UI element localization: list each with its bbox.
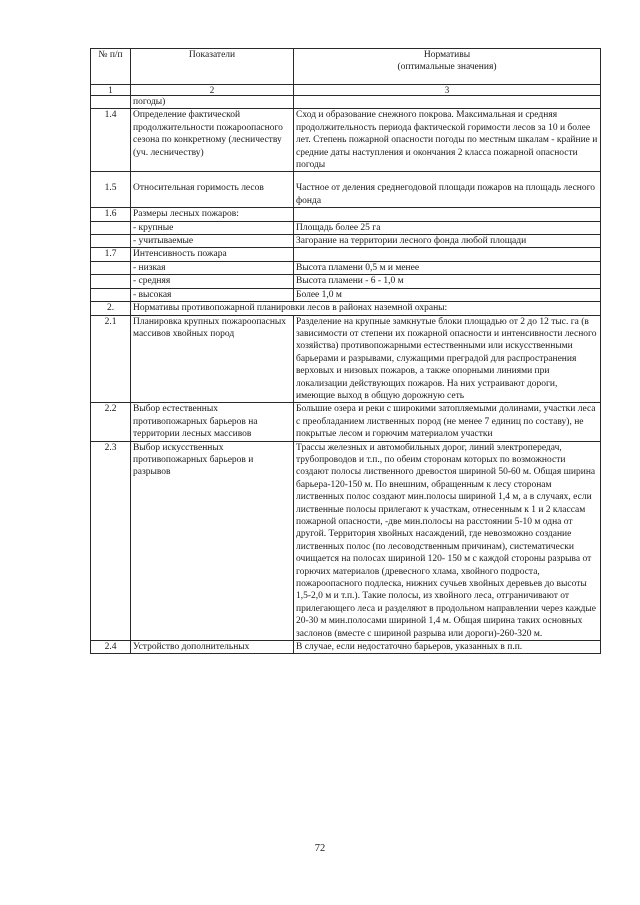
table-row — [91, 261, 601, 274]
row-norm — [294, 96, 601, 109]
row-number: 2.2 — [91, 403, 131, 441]
row-norm — [294, 208, 601, 221]
row-number: 2.1 — [91, 315, 131, 403]
row-number: 1.7 — [91, 248, 131, 261]
row-norm: Высота пламени 0,5 м и менее — [294, 261, 601, 274]
table-row — [91, 208, 601, 221]
row-norm: Частное от деления среднегодовой площади пожаров на площадь лесного фонда — [294, 172, 601, 208]
table-row — [91, 109, 601, 172]
row-number: 2.4 — [91, 641, 131, 654]
row-indicator: Устройство дополнительных — [131, 641, 294, 654]
section-number: 2. — [91, 302, 131, 315]
row-norm: Большие озера и реки с широкими затопляемыми долинами, участки леса с преобладанием лиственных пород (не менее 7 единиц по составу), не покрытые лесом и горючим материалом участки — [294, 403, 601, 441]
row-number: 1.5 — [91, 172, 131, 208]
row-indicator: - крупные — [131, 221, 294, 234]
row-norm: Сход и образование снежного покрова. Максимальная и средняя продолжительность периода фактической горимости лесов за 10 и более лет. Степень пожарной опасности погоды по местным шкалам - крайние и средние даты наступления и окончания 2 класса пожарной опасности погоды — [294, 109, 601, 172]
section-title: Нормативы противопожарной планировки лесов в районах наземной охраны: — [131, 302, 601, 315]
row-number: 1.4 — [91, 109, 131, 172]
row-number — [91, 261, 131, 274]
header-indicators: Показатели — [131, 49, 294, 85]
header-normatives-subtitle: (оптимальные значения) — [397, 62, 497, 73]
row-norm: Высота пламени - 6 - 1,0 м — [294, 275, 601, 288]
row-norm: В случае, если недостаточно барьеров, указанных в п.п. — [294, 641, 601, 654]
header-normatives — [294, 49, 601, 85]
row-norm: Трассы железных и автомобильных дорог, линий электропередач, трубопроводов и т.п., по обеим сторонам которых по возможности создают полосы лиственного древостоя шириной 50-60 м. Общая ширина барьера-120-150 м. По внешним, обращенным к лесу сторонам лиственных полос создают мин.полосы шириной 1,4 м, а в случаях, если лиственные полосы прилегают к участкам, отнесенным к 1 и 2 классам пожарной опасности, -две мин.полосы на расстоянии 5-10 м одна от другой. Территория хвойных насаждений, где невозможно создание лиственных полос (по лесоводственным причинам), систематически очищается на полосах шириной 120- 150 м с каждой стороны разрыва от горючих материалов (древесного хлама, хвойного подроста, пожароопасного подлеска, нижних сучьев хвойных деревьев до высоты 1,5-2,0 м и т.п.). Такие полосы, из хвойного леса, отграничивают от прилегающего леса и разделяют в продольном направлении через каждые 20-30 м мин.полосами шириной 1,4 м. Общая ширина таких основных заслонов (вместе с шириной разрыва или дороги)-260-320 м. — [294, 441, 601, 641]
table-row — [91, 315, 601, 403]
row-indicator: Интенсивность пожара — [131, 248, 294, 261]
table-row — [91, 275, 601, 288]
row-indicator: Выбор естественных противопожарных барьеров на территории лесных массивов — [131, 403, 294, 441]
normatives-table — [90, 48, 601, 654]
row-number — [91, 235, 131, 248]
row-number: 1.6 — [91, 208, 131, 221]
column-index-row — [91, 85, 601, 96]
table-header-row — [91, 49, 601, 85]
row-number: 2.3 — [91, 441, 131, 641]
row-indicator: погоды) — [131, 96, 294, 109]
table-row — [91, 221, 601, 234]
table-row — [91, 235, 601, 248]
page-number: 72 — [314, 843, 326, 854]
row-indicator: - учитываемые — [131, 235, 294, 248]
row-norm: Более 1,0 м — [294, 288, 601, 301]
row-indicator: Размеры лесных пожаров: — [131, 208, 294, 221]
row-norm: Площадь более 25 га — [294, 221, 601, 234]
row-indicator: - средняя — [131, 275, 294, 288]
column-index: 1 — [91, 85, 131, 96]
row-norm: Загорание на территории лесного фонда любой площади — [294, 235, 601, 248]
table-row — [91, 641, 601, 654]
table-row — [91, 172, 601, 208]
row-indicator: Относительная горимость лесов — [131, 172, 294, 208]
table-row — [91, 403, 601, 441]
header-normatives-title: Нормативы — [423, 50, 471, 60]
row-number — [91, 221, 131, 234]
row-norm: Разделение на крупные замкнутые блоки площадью от 2 до 12 тыс. га (в зависимости от степени их пожарной опасности и интенсивности лесного хозяйства) противопожарными естественными или искусственными барьерами и разрывами, служащими преградой для распространения верховых и низовых пожаров, а также опорными линиями при локализации действующих пожаров. На них устраивают дороги, имеющие выход в общую дорожную сеть — [294, 315, 601, 403]
table-row — [91, 96, 601, 109]
column-index: 2 — [131, 85, 294, 96]
row-norm — [294, 248, 601, 261]
row-indicator: - низкая — [131, 261, 294, 274]
row-number — [91, 275, 131, 288]
section-row — [91, 302, 601, 315]
row-indicator: Выбор искусственных противопожарных барьеров и разрывов — [131, 441, 294, 641]
table-row — [91, 288, 601, 301]
row-indicator: - высокая — [131, 288, 294, 301]
row-number — [91, 96, 131, 109]
column-index: 3 — [294, 85, 601, 96]
header-number: № п/п — [91, 49, 131, 85]
table-row — [91, 441, 601, 641]
row-indicator: Планировка крупных пожароопасных массивов хвойных пород — [131, 315, 294, 403]
table-row — [91, 248, 601, 261]
row-indicator: Определение фактической продолжительности пожароопасного сезона по конкретному (лесничеству (уч. лесничеству) — [131, 109, 294, 172]
row-number — [91, 288, 131, 301]
